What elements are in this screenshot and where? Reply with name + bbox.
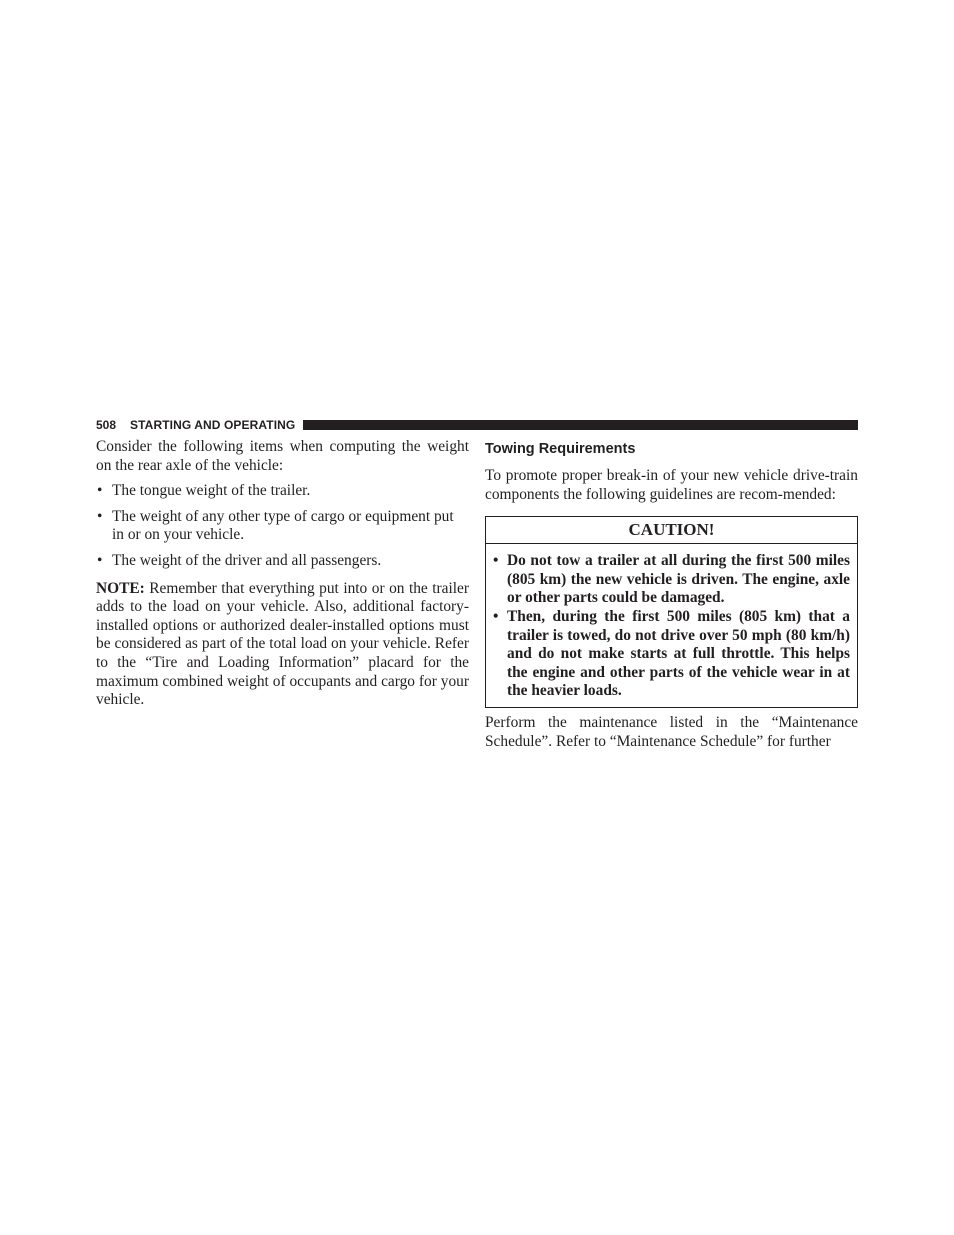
bullet-icon: •	[97, 551, 103, 569]
rear-axle-items-list	[96, 482, 469, 570]
section-heading: Towing Requirements	[485, 441, 636, 457]
caution-list	[486, 544, 857, 707]
bullet-icon: •	[493, 552, 499, 570]
note-label: NOTE:	[96, 579, 145, 597]
list-item: • The weight of the driver and all passengers.	[97, 551, 382, 569]
caution-item: • Then, during the first 500 miles (805 km) that a trailer is towed, do not drive over 50 mph (80 km/h) and do not make starts at full throttle. This helps the engine and other parts of the vehicle wear in at the heavier loads.	[493, 607, 850, 700]
bullet-icon: •	[97, 507, 103, 525]
page-header	[96, 417, 858, 433]
note-text: Remember that everything put into or on the trailer adds to the load on your vehicle. Also, additional factory-installed options or authorized dealer-installed options must be considered as part of the total load on your vehicle. Refer to the “Tire and Loading Information” placard for the maximum combined weight of occupants and cargo for your vehicle.	[96, 579, 469, 709]
caution-item: • Do not tow a trailer at all during the first 500 miles (805 km) the new vehicle is driven. The engine, axle or other parts could be damaged.	[493, 552, 850, 607]
closing-paragraph: Perform the maintenance listed in the “Maintenance Schedule”. Refer to “Maintenance Schedule” for further	[485, 713, 858, 750]
left-column	[96, 438, 469, 710]
header-rule	[303, 420, 858, 430]
page-number: 508	[96, 418, 117, 432]
left-intro-paragraph: Consider the following items when computing the weight on the rear axle of the vehicle:	[96, 438, 469, 474]
section-title: STARTING AND OPERATING	[130, 418, 296, 432]
bullet-icon: •	[493, 607, 499, 625]
list-item: • The weight of any other type of cargo or equipment put in or on your vehicle.	[97, 507, 454, 544]
bullet-icon: •	[97, 482, 103, 500]
caution-title: CAUTION!	[486, 517, 857, 544]
caution-box	[485, 516, 858, 708]
list-item: • The tongue weight of the trailer.	[97, 482, 311, 500]
right-intro-paragraph: To promote proper break-in of your new vehicle drive-train components the following guidelines are recom-mended:	[485, 467, 858, 503]
right-column	[485, 438, 858, 751]
note-paragraph	[96, 580, 469, 710]
